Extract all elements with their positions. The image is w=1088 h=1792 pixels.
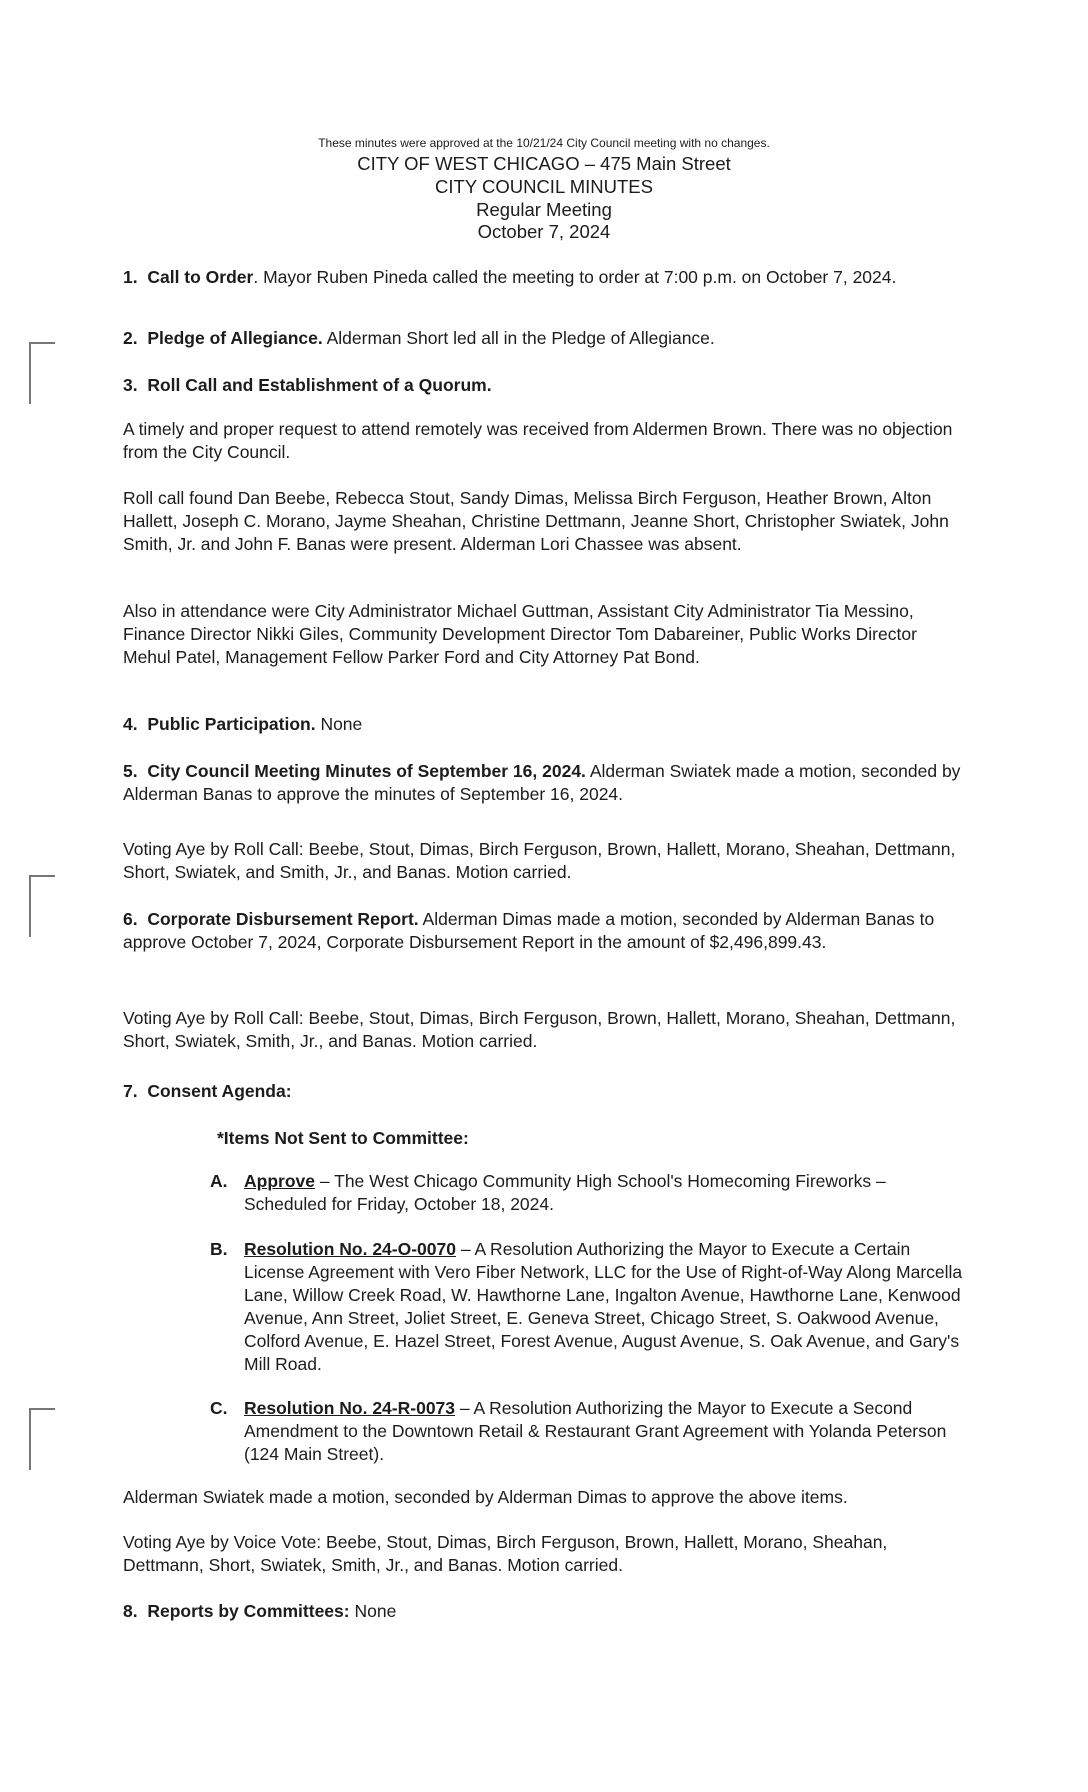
section-number: 8. xyxy=(123,1601,138,1621)
section-title: Call to Order xyxy=(147,267,254,287)
margin-bracket-3 xyxy=(29,1408,55,1470)
section-text: None xyxy=(349,1601,397,1621)
section-call-to-order xyxy=(123,266,968,289)
margin-bracket-2 xyxy=(29,875,55,937)
item-text: – The West Chicago Community High School's Homecoming Fireworks – Scheduled for Friday, October 18, 2024. xyxy=(244,1171,886,1214)
section-number: 4. xyxy=(123,714,138,734)
section-text: Alderman Dimas made a motion, seconded by Alderman Banas to approve October 7, 2024, Corporate Disbursement Report in the amount of $2,496,899.43. xyxy=(123,909,935,952)
vote-paragraph: Voting Aye by Voice Vote: Beebe, Stout, Dimas, Birch Ferguson, Brown, Hallett, Morano, Sheahan, Dettmann, Short, Swiatek, Smith, Jr., and Banas. Motion carried. xyxy=(123,1532,888,1575)
section-title: Roll Call and Establishment of a Quorum. xyxy=(147,375,492,395)
item-title: Resolution No. 24-R-0073 xyxy=(244,1398,456,1418)
section-title: Public Participation. xyxy=(147,714,316,734)
section-title: City Council Meeting Minutes of September 16, 2024. xyxy=(147,761,586,781)
section-meeting-minutes xyxy=(123,760,968,806)
attendance-paragraph: Also in attendance were City Administrator Michael Guttman, Assistant City Administrator Tia Messino, Finance Director Nikki Giles, Community Development Director Tom Dabareiner, Public Works Director Mehul Patel, Management Fellow Parker Ford and City Attorney Pat Bond. xyxy=(123,601,917,667)
item-text: – A Resolution Authorizing the Mayor to Execute a Second Amendment to the Downtown Retail & Restaurant Grant Agreement with Yolanda Peterson (124 Main Street). xyxy=(244,1398,947,1464)
vote-paragraph: Voting Aye by Roll Call: Beebe, Stout, Dimas, Birch Ferguson, Brown, Hallett, Morano, Sheahan, Dettmann, Short, Swiatek, Smith, Jr., and Banas. Motion carried. xyxy=(123,1008,956,1051)
consent-motion-paragraph: Alderman Swiatek made a motion, seconded by Alderman Dimas to approve the above items. xyxy=(123,1487,848,1507)
section-consent-agenda xyxy=(123,1080,968,1103)
item-text: – A Resolution Authorizing the Mayor to Execute a Certain License Agreement with Vero Fiber Network, LLC for the Use of Right-of-Way Along Marcella Lane, Willow Creek Road, W. Hawthorne Lane, Ingalton Avenue, Hawthorne Lane, Kenwood Avenue, Ann Street, Joliet Street, E. Geneva Street, Chicago Street, S. Oakwood Avenue, Colford Avenue, E. Hazel Street, Forest Avenue, August Avenue, S. Oak Avenue, and Gary's Mill Road. xyxy=(244,1239,963,1374)
section-text: . Mayor Ruben Pineda called the meeting to order at 7:00 p.m. on October 7, 2024. xyxy=(253,267,897,287)
section-number: 2. xyxy=(123,328,138,348)
section-text: None xyxy=(315,714,363,734)
vote-paragraph: Voting Aye by Roll Call: Beebe, Stout, Dimas, Birch Ferguson, Brown, Hallett, Morano, Sheahan, Dettmann, Short, Swiatek, and Smith, Jr., and Banas. Motion carried. xyxy=(123,839,956,882)
section-text: Alderman Swiatek made a motion, seconded by Alderman Banas to approve the minutes of September 16, 2024. xyxy=(123,761,961,804)
item-label: B. xyxy=(210,1239,228,1259)
consent-item-b xyxy=(210,1238,970,1376)
section-title: Consent Agenda: xyxy=(147,1081,292,1101)
section-number: 5. xyxy=(123,761,138,781)
section-roll-call xyxy=(123,374,968,397)
section-number: 1. xyxy=(123,267,138,287)
section-title: Reports by Committees: xyxy=(147,1601,350,1621)
header-date: October 7, 2024 xyxy=(477,221,611,242)
item-title: Approve xyxy=(244,1171,315,1191)
consent-item-c xyxy=(210,1397,970,1466)
margin-bracket-1 xyxy=(29,342,55,404)
remote-attendance-paragraph: A timely and proper request to attend remotely was received from Aldermen Brown. There was no objection from the City Council. xyxy=(123,419,953,462)
section-public-participation xyxy=(123,713,968,736)
section-number: 3. xyxy=(123,375,138,395)
item-label: A. xyxy=(210,1171,228,1191)
section-text: Alderman Short led all in the Pledge of Allegiance. xyxy=(322,328,715,348)
header-meeting-type: Regular Meeting xyxy=(476,199,612,220)
approval-note: These minutes were approved at the 10/21/24 City Council meeting with no changes. xyxy=(318,136,770,150)
consent-subheading: *Items Not Sent to Committee: xyxy=(217,1128,469,1148)
section-committee-reports xyxy=(123,1600,968,1623)
section-title: Corporate Disbursement Report. xyxy=(147,909,419,929)
header-city: CITY OF WEST CHICAGO – 475 Main Street xyxy=(357,153,731,174)
section-disbursement-report xyxy=(123,908,968,954)
header-title: CITY COUNCIL MINUTES xyxy=(435,176,653,197)
section-number: 6. xyxy=(123,909,138,929)
section-title: Pledge of Allegiance. xyxy=(147,328,323,348)
section-pledge xyxy=(123,327,968,350)
item-title: Resolution No. 24-O-0070 xyxy=(244,1239,456,1259)
section-number: 7. xyxy=(123,1081,138,1101)
item-label: C. xyxy=(210,1398,228,1418)
roll-call-paragraph: Roll call found Dan Beebe, Rebecca Stout, Sandy Dimas, Melissa Birch Ferguson, Heather Brown, Alton Hallett, Joseph C. Morano, Jayme Sheahan, Christine Dettmann, Jeanne Short, Christopher Swiatek, John Smith, Jr. and John F. Banas were present. Alderman Lori Chassee was absent. xyxy=(123,488,949,554)
consent-item-a xyxy=(210,1170,970,1216)
